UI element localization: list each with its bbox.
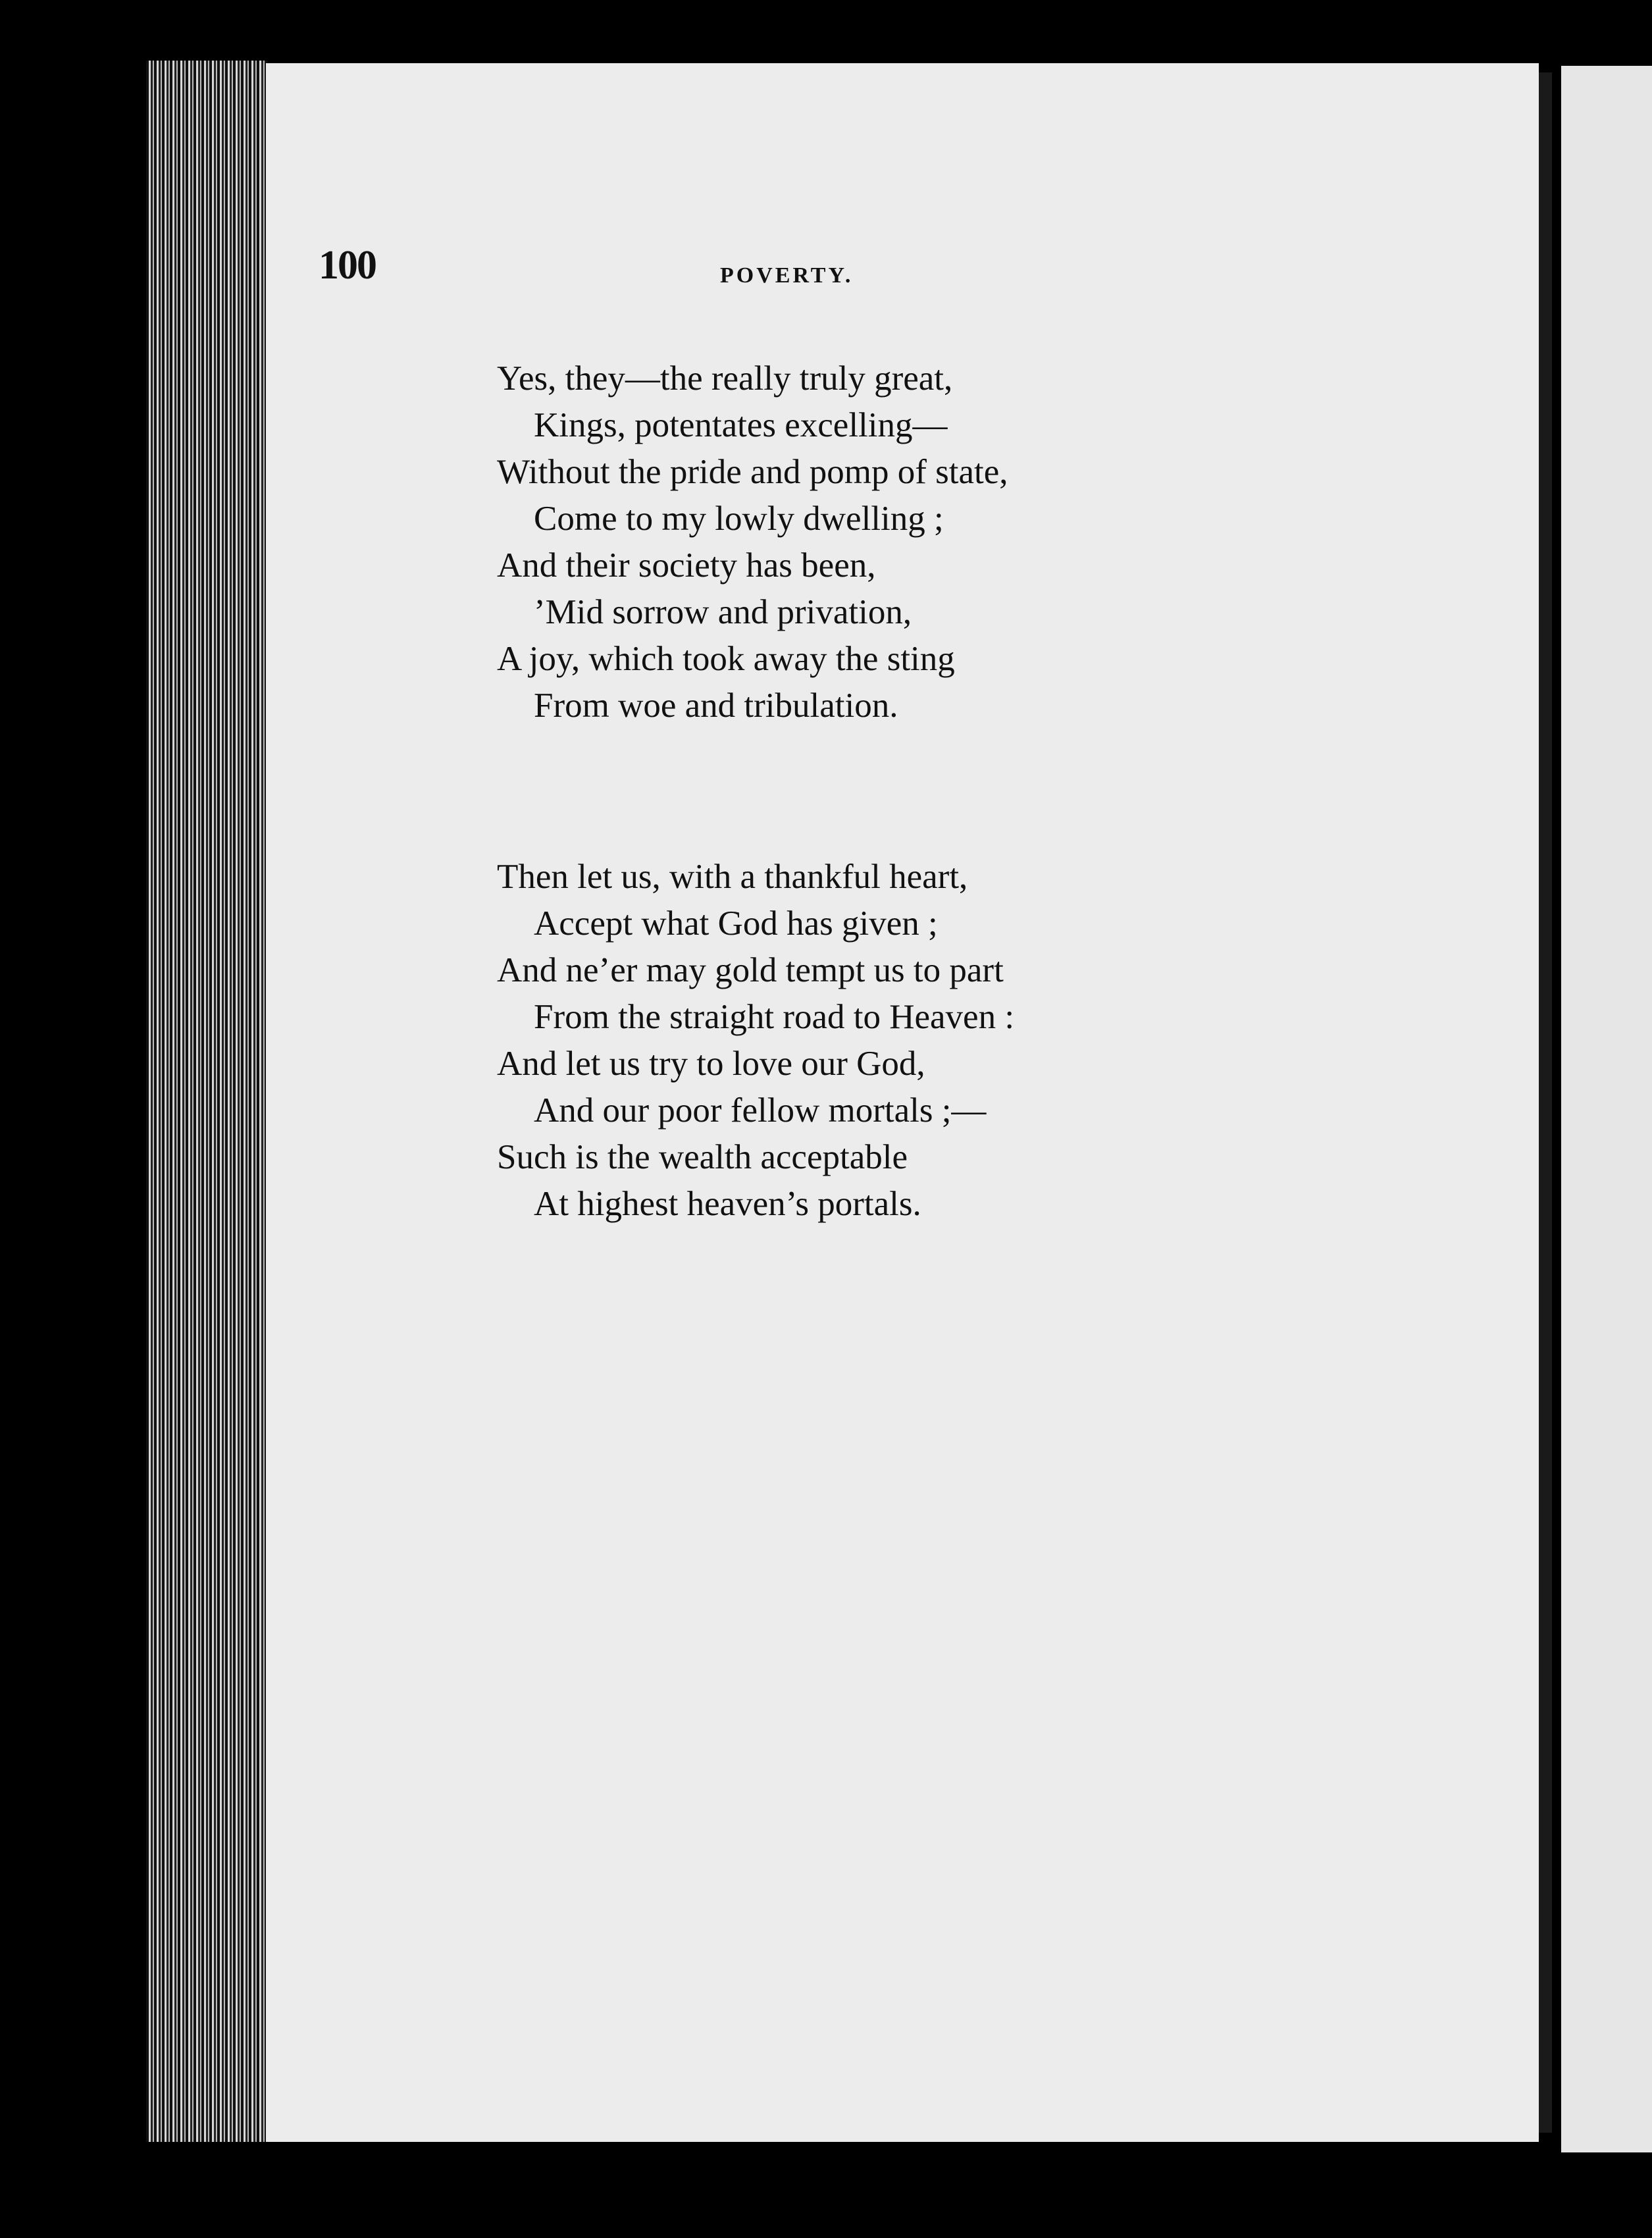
verse-line: And our poor fellow mortals ;— (534, 1091, 987, 1130)
facing-page-edge (1561, 66, 1652, 2152)
poem-stanza-1 (497, 355, 1008, 729)
page-number: 100 (319, 243, 376, 288)
verse-line: Then let us, with a thankful heart, (497, 858, 968, 896)
verse-line: And ne’er may gold tempt us to part (497, 951, 1004, 989)
gutter-shadow (1539, 72, 1552, 2133)
verse-line: Yes, they—the really truly great, (497, 359, 953, 398)
verse-line: Come to my lowly dwelling ; (534, 500, 944, 538)
verse-line: From the straight road to Heaven : (534, 998, 1015, 1036)
running-head: POVERTY. (720, 263, 854, 288)
verse-line: A joy, which took away the sting (497, 640, 955, 678)
verse-line: And let us try to love our God, (497, 1045, 925, 1083)
verse-line: From woe and tribulation. (534, 687, 898, 725)
verse-line: Kings, potentates excelling— (534, 406, 948, 444)
page-edges (146, 61, 267, 2142)
verse-line: Accept what God has given ; (534, 904, 938, 943)
verse-line: Such is the wealth acceptable (497, 1138, 908, 1176)
verse-line: And their society has been, (497, 546, 876, 585)
verse-line: Without the pride and pomp of state, (497, 453, 1008, 491)
verse-line: At highest heaven’s portals. (534, 1185, 921, 1223)
verse-line: ’Mid sorrow and privation, (534, 593, 912, 631)
poem-stanza-2 (497, 854, 1014, 1228)
